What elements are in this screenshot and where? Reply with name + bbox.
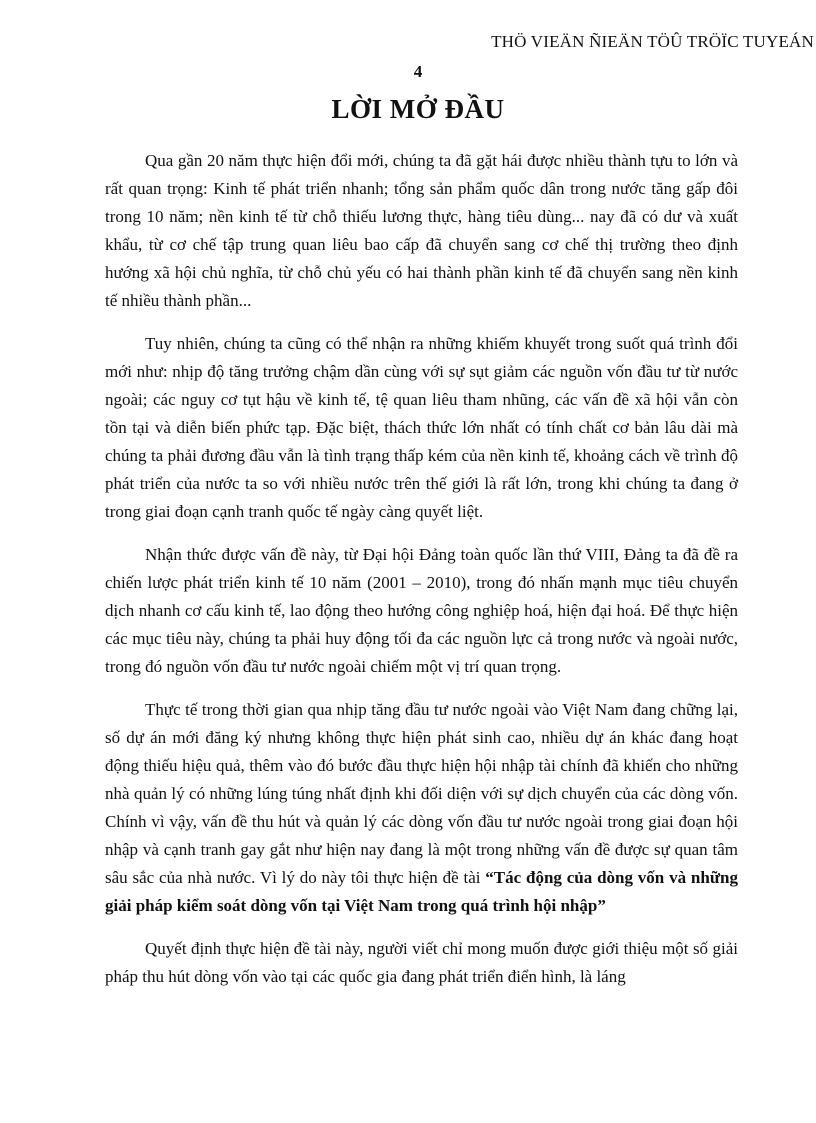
page-number: 4	[413, 62, 423, 81]
paragraph-2: Tuy nhiên, chúng ta cũng có thể nhận ra những khiếm khuyết trong suốt quá trình đổi mới như: nhịp độ tăng trưởng chậm dần cùng với sự sụt giảm các nguồn vốn đầu tư từ nước ngoài; các nguy cơ tụt hậu về kinh tế, tệ quan liêu tham nhũng, các vấn đề xã hội vẫn còn tồn tại và diễn biến phức tạp. Đặc biệt, thách thức lớn nhất có tính chất cơ bản lâu dài mà chúng ta phải đương đầu vẫn là tình trạng thấp kém của nền kinh tế, khoảng cách về trình độ phát triển của nước ta so với nhiều nước trên thế giới là rất lớn, trong khi chúng ta đang ở trong giai đoạn cạnh tranh quốc tế ngày càng quyết liệt.	[105, 334, 738, 521]
paragraph-3: Nhận thức được vấn đề này, từ Đại hội Đảng toàn quốc lần thứ VIII, Đảng ta đã đề ra chiến lược phát triển kinh tế 10 năm (2001 – 2010), trong đó nhấn mạnh mục tiêu chuyển dịch nhanh cơ cấu kinh tế, lao động theo hướng công nghiệp hoá, hiện đại hoá. Để thực hiện các mục tiêu này, chúng ta phải huy động tối đa các nguồn lực cả trong nước và ngoài nước, trong đó nguồn vốn đầu tư nước ngoài chiếm một vị trí quan trọng.	[105, 545, 738, 676]
page-title: LỜI MỞ ĐẦU	[331, 94, 505, 124]
paragraph-5: Quyết định thực hiện đề tài này, người viết chỉ mong muốn được giới thiệu một số giải pháp thu hút dòng vốn vào tại các quốc gia đang phát triển điển hình, là láng	[105, 939, 738, 986]
running-header: THÖ VIEÄN ÑIEÄN TÖÛ TRÖÏC TUYEÁN	[491, 32, 814, 51]
paragraph-1: Qua gần 20 năm thực hiện đổi mới, chúng ta đã gặt hái được nhiều thành tựu to lớn và rất quan trọng: Kinh tế phát triển nhanh; tổng sản phẩm quốc dân trong nước tăng gấp đôi trong 10 năm; nền kinh tế từ chỗ thiếu lương thực, hàng tiêu dùng... nay đã có dư và xuất khẩu, từ cơ chế tập trung quan liêu bao cấp đã chuyển sang cơ chế thị trường theo định hướng xã hội chủ nghĩa, từ chỗ chủ yếu có hai thành phần kinh tế đã chuyển sang nền kinh tế nhiều thành phần...	[105, 151, 738, 310]
document-body	[105, 147, 738, 1006]
paragraph-4-text: Thực tế trong thời gian qua nhịp tăng đầu tư nước ngoài vào Việt Nam đang chững lại, số dự án mới đăng ký nhưng không thực hiện phát sinh cao, nhiều dự án khác đang hoạt động thiếu hiệu quả, thêm vào đó bước đầu thực hiện hội nhập tài chính đã khiến cho những nhà quản lý có những lúng túng nhất định khi đối diện với sự dịch chuyển của các dòng vốn. Chính vì vậy, vấn đề thu hút và quản lý các dòng vốn đầu tư nước ngoài trong giai đoạn hội nhập và cạnh tranh gay gắt như hiện nay đang là một trong những vấn đề được sự quan tâm sâu sắc của nhà nước. Vì lý do này tôi thực hiện đề tài	[105, 700, 738, 887]
paragraph-4	[105, 696, 738, 920]
thesis-title: “Tác động của dòng vốn và những giải pháp kiểm soát dòng vốn tại Việt Nam trong quá trình hội nhập”	[105, 868, 738, 915]
